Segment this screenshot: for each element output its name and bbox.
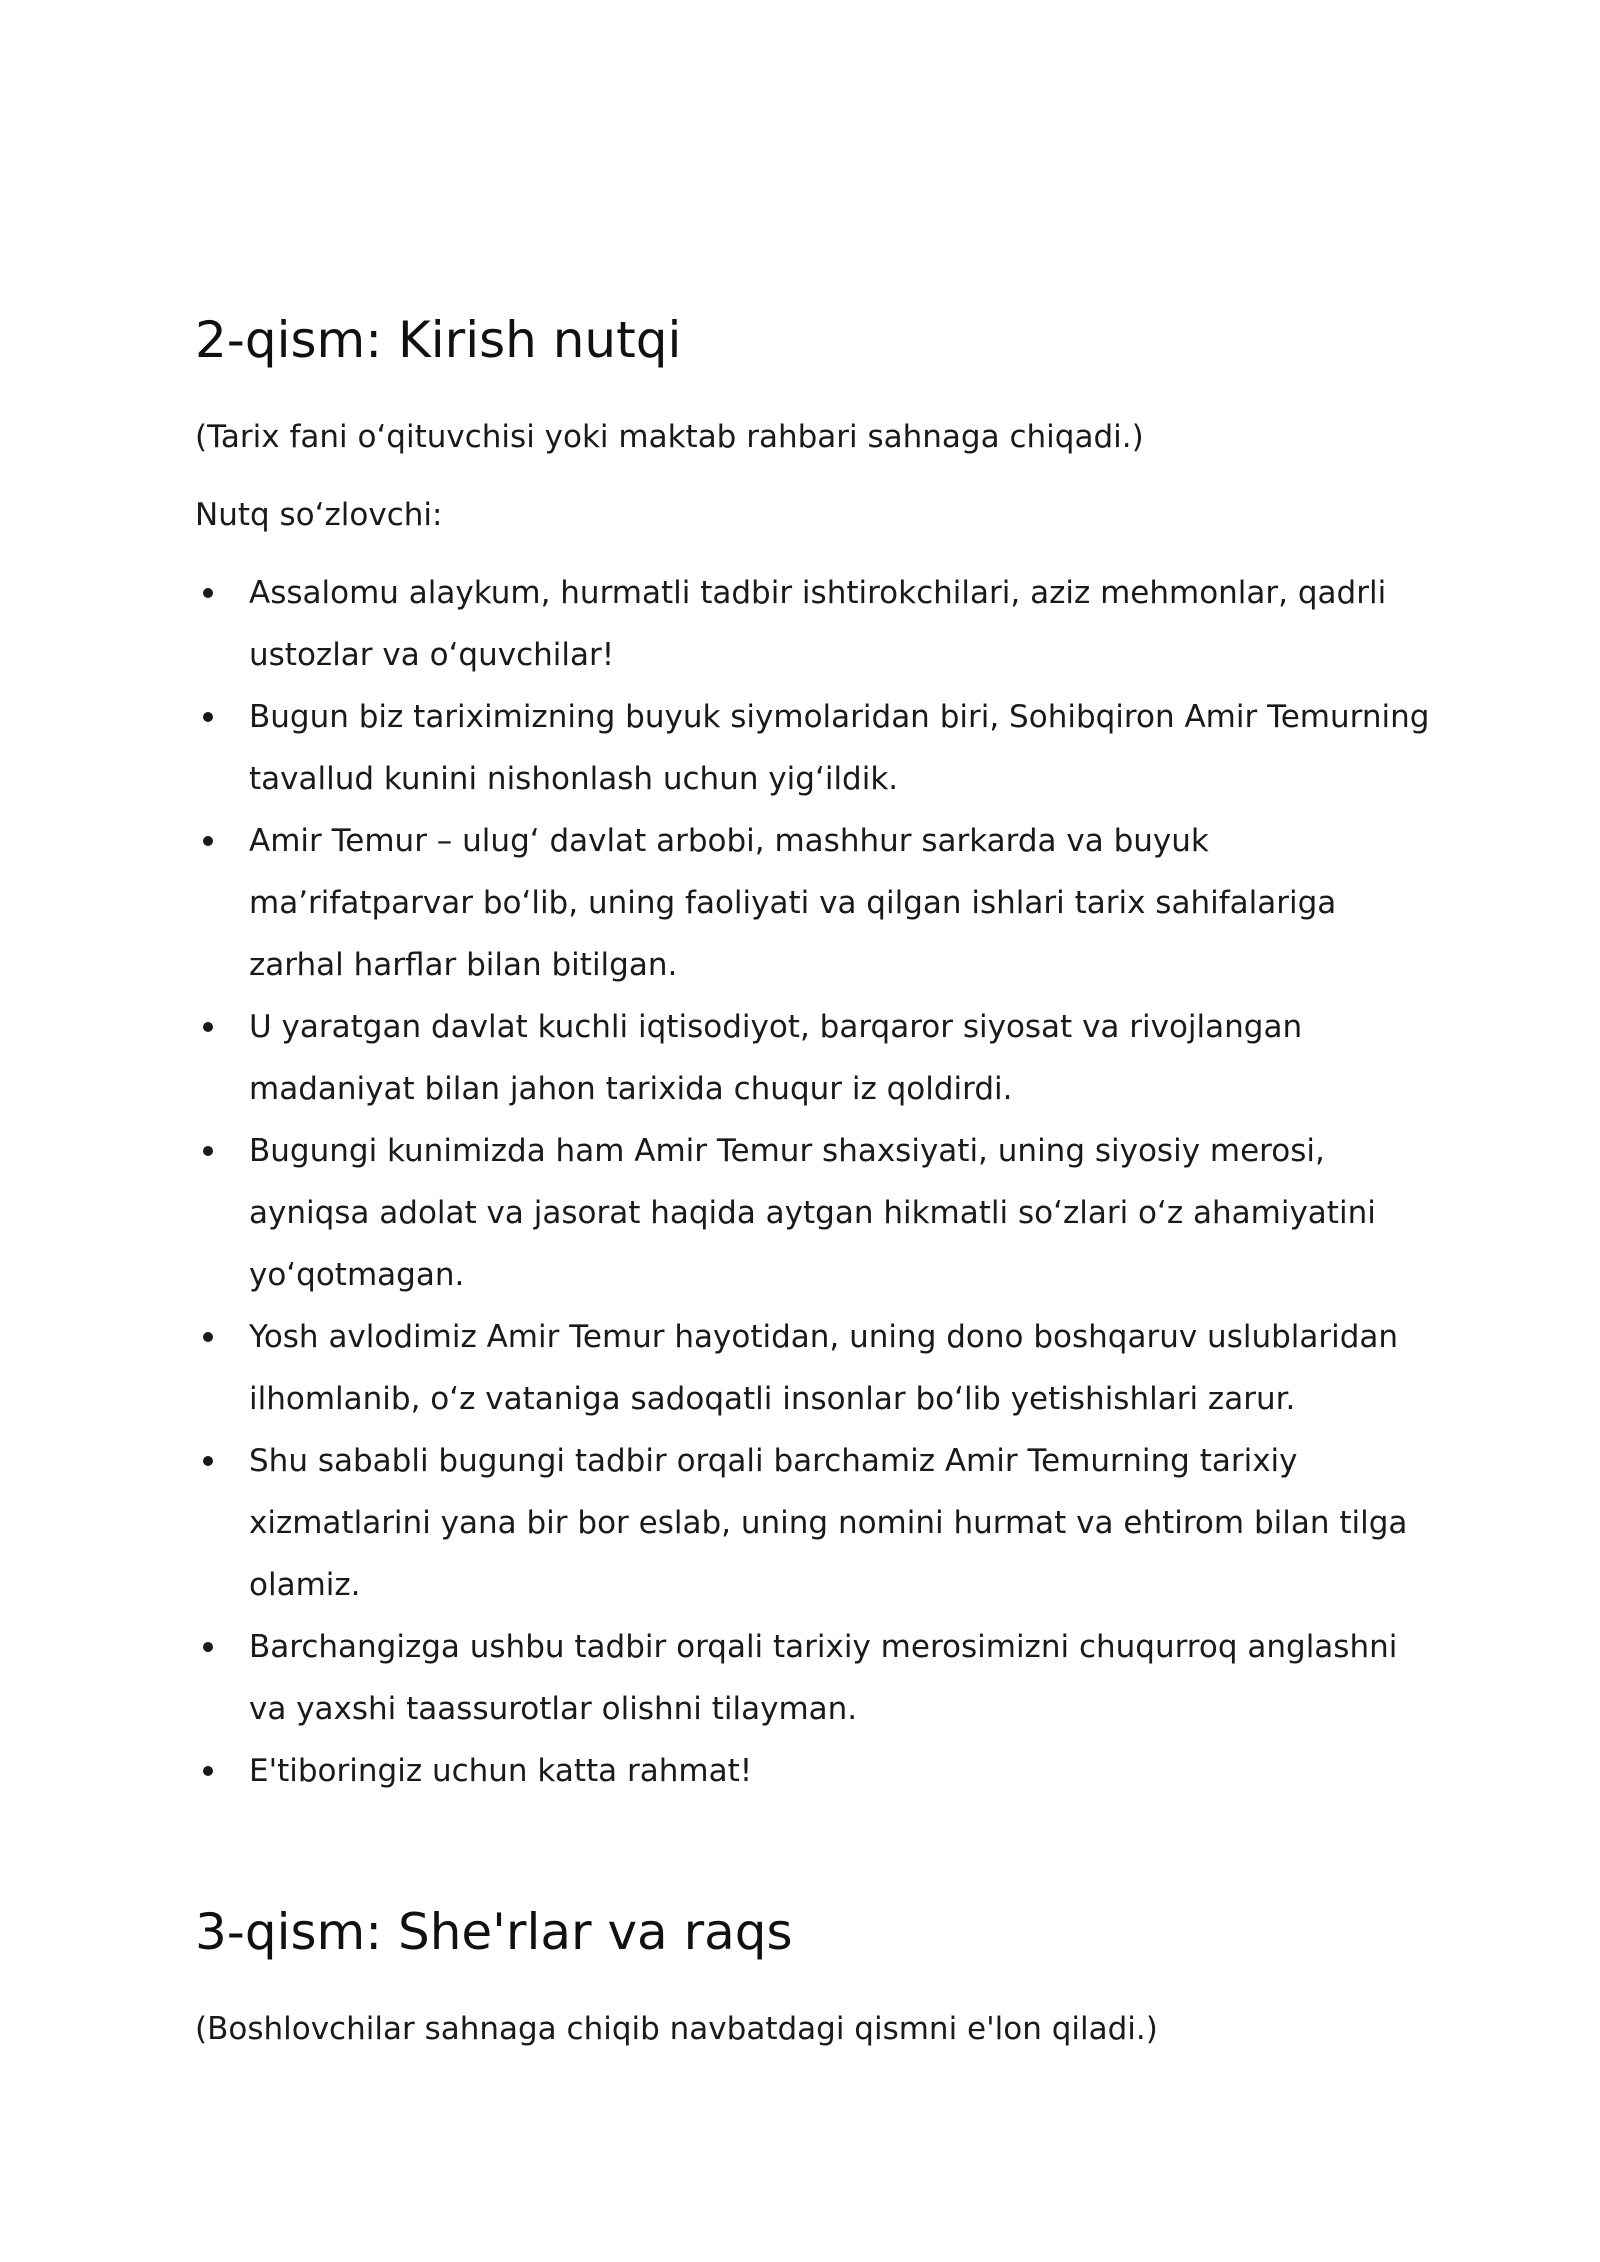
list-item	[195, 1430, 1435, 1616]
speech-list	[195, 562, 1435, 1802]
list-item	[195, 1120, 1435, 1306]
section-3-stage-direction: (Boshlovchilar sahnaga chiqib navbatdagi qismni e'lon qiladi.)	[195, 2011, 1158, 2047]
list-item	[195, 1740, 1435, 1802]
list-item	[195, 562, 1435, 686]
bullet-icon	[203, 836, 213, 846]
section-2-stage-direction: (Tarix fani o‘qituvchisi yoki maktab rahbari sahnaga chiqadi.)	[195, 419, 1144, 455]
speaker-label: Nutq so‘zlovchi:	[195, 497, 443, 533]
list-item-text: Bugun biz tariximizning buyuk siymolaridan biri, Sohibqiron Amir Temurning tavallud kunini nishonlash uchun yig‘ildik.	[249, 699, 1430, 797]
bullet-icon	[203, 1022, 213, 1032]
bullet-icon	[203, 1766, 213, 1776]
list-item	[195, 1616, 1435, 1740]
bullet-icon	[203, 1456, 213, 1466]
bullet-icon	[203, 1332, 213, 1342]
list-item-text: U yaratgan davlat kuchli iqtisodiyot, barqaror siyosat va rivojlangan madaniyat bilan jahon tarixida chuqur iz qoldirdi.	[249, 1009, 1303, 1107]
list-item-text: Barchangizga ushbu tadbir orqali tarixiy merosimizni chuqurroq anglashni va yaxshi taassurotlar olishni tilayman.	[249, 1629, 1398, 1727]
bullet-icon	[203, 1642, 213, 1652]
list-item-text: E'tiboringiz uchun katta rahmat!	[249, 1753, 753, 1789]
list-item-text: Assalomu alaykum, hurmatli tadbir ishtirokchilari, aziz mehmonlar, qadrli ustozlar va o‘quvchilar!	[249, 575, 1387, 673]
list-item-text: Bugungi kunimizda ham Amir Temur shaxsiyati, uning siyosiy merosi, ayniqsa adolat va jasorat haqida aytgan hikmatli so‘zlari o‘z ahamiyatini yo‘qotmagan.	[249, 1133, 1376, 1293]
section-2-title: 2-qism: Kirish nutqi	[195, 311, 682, 369]
list-item	[195, 686, 1435, 810]
bullet-icon	[203, 1146, 213, 1156]
list-item-text: Yosh avlodimiz Amir Temur hayotidan, uning dono boshqaruv uslublaridan ilhomlanib, o‘z vataniga sadoqatli insonlar bo‘lib yetishishlari zarur.	[249, 1319, 1399, 1417]
list-item-text: Shu sababli bugungi tadbir orqali barchamiz Amir Temurning tarixiy xizmatlarini yana bir bor eslab, uning nomini hurmat va ehtirom bilan tilga olamiz.	[249, 1443, 1408, 1603]
list-item	[195, 996, 1435, 1120]
section-3-title: 3-qism: She'rlar va raqs	[195, 1903, 793, 1961]
list-item	[195, 1306, 1435, 1430]
bullet-icon	[203, 712, 213, 722]
list-item-text: Amir Temur – ulug‘ davlat arbobi, mashhur sarkarda va buyuk ma’rifatparvar bo‘lib, uning faoliyati va qilgan ishlari tarix sahifalariga zarhal harflar bilan bitilgan.	[249, 823, 1337, 983]
document-content	[195, 300, 1435, 2060]
bullet-icon	[203, 588, 213, 598]
list-item	[195, 810, 1435, 996]
